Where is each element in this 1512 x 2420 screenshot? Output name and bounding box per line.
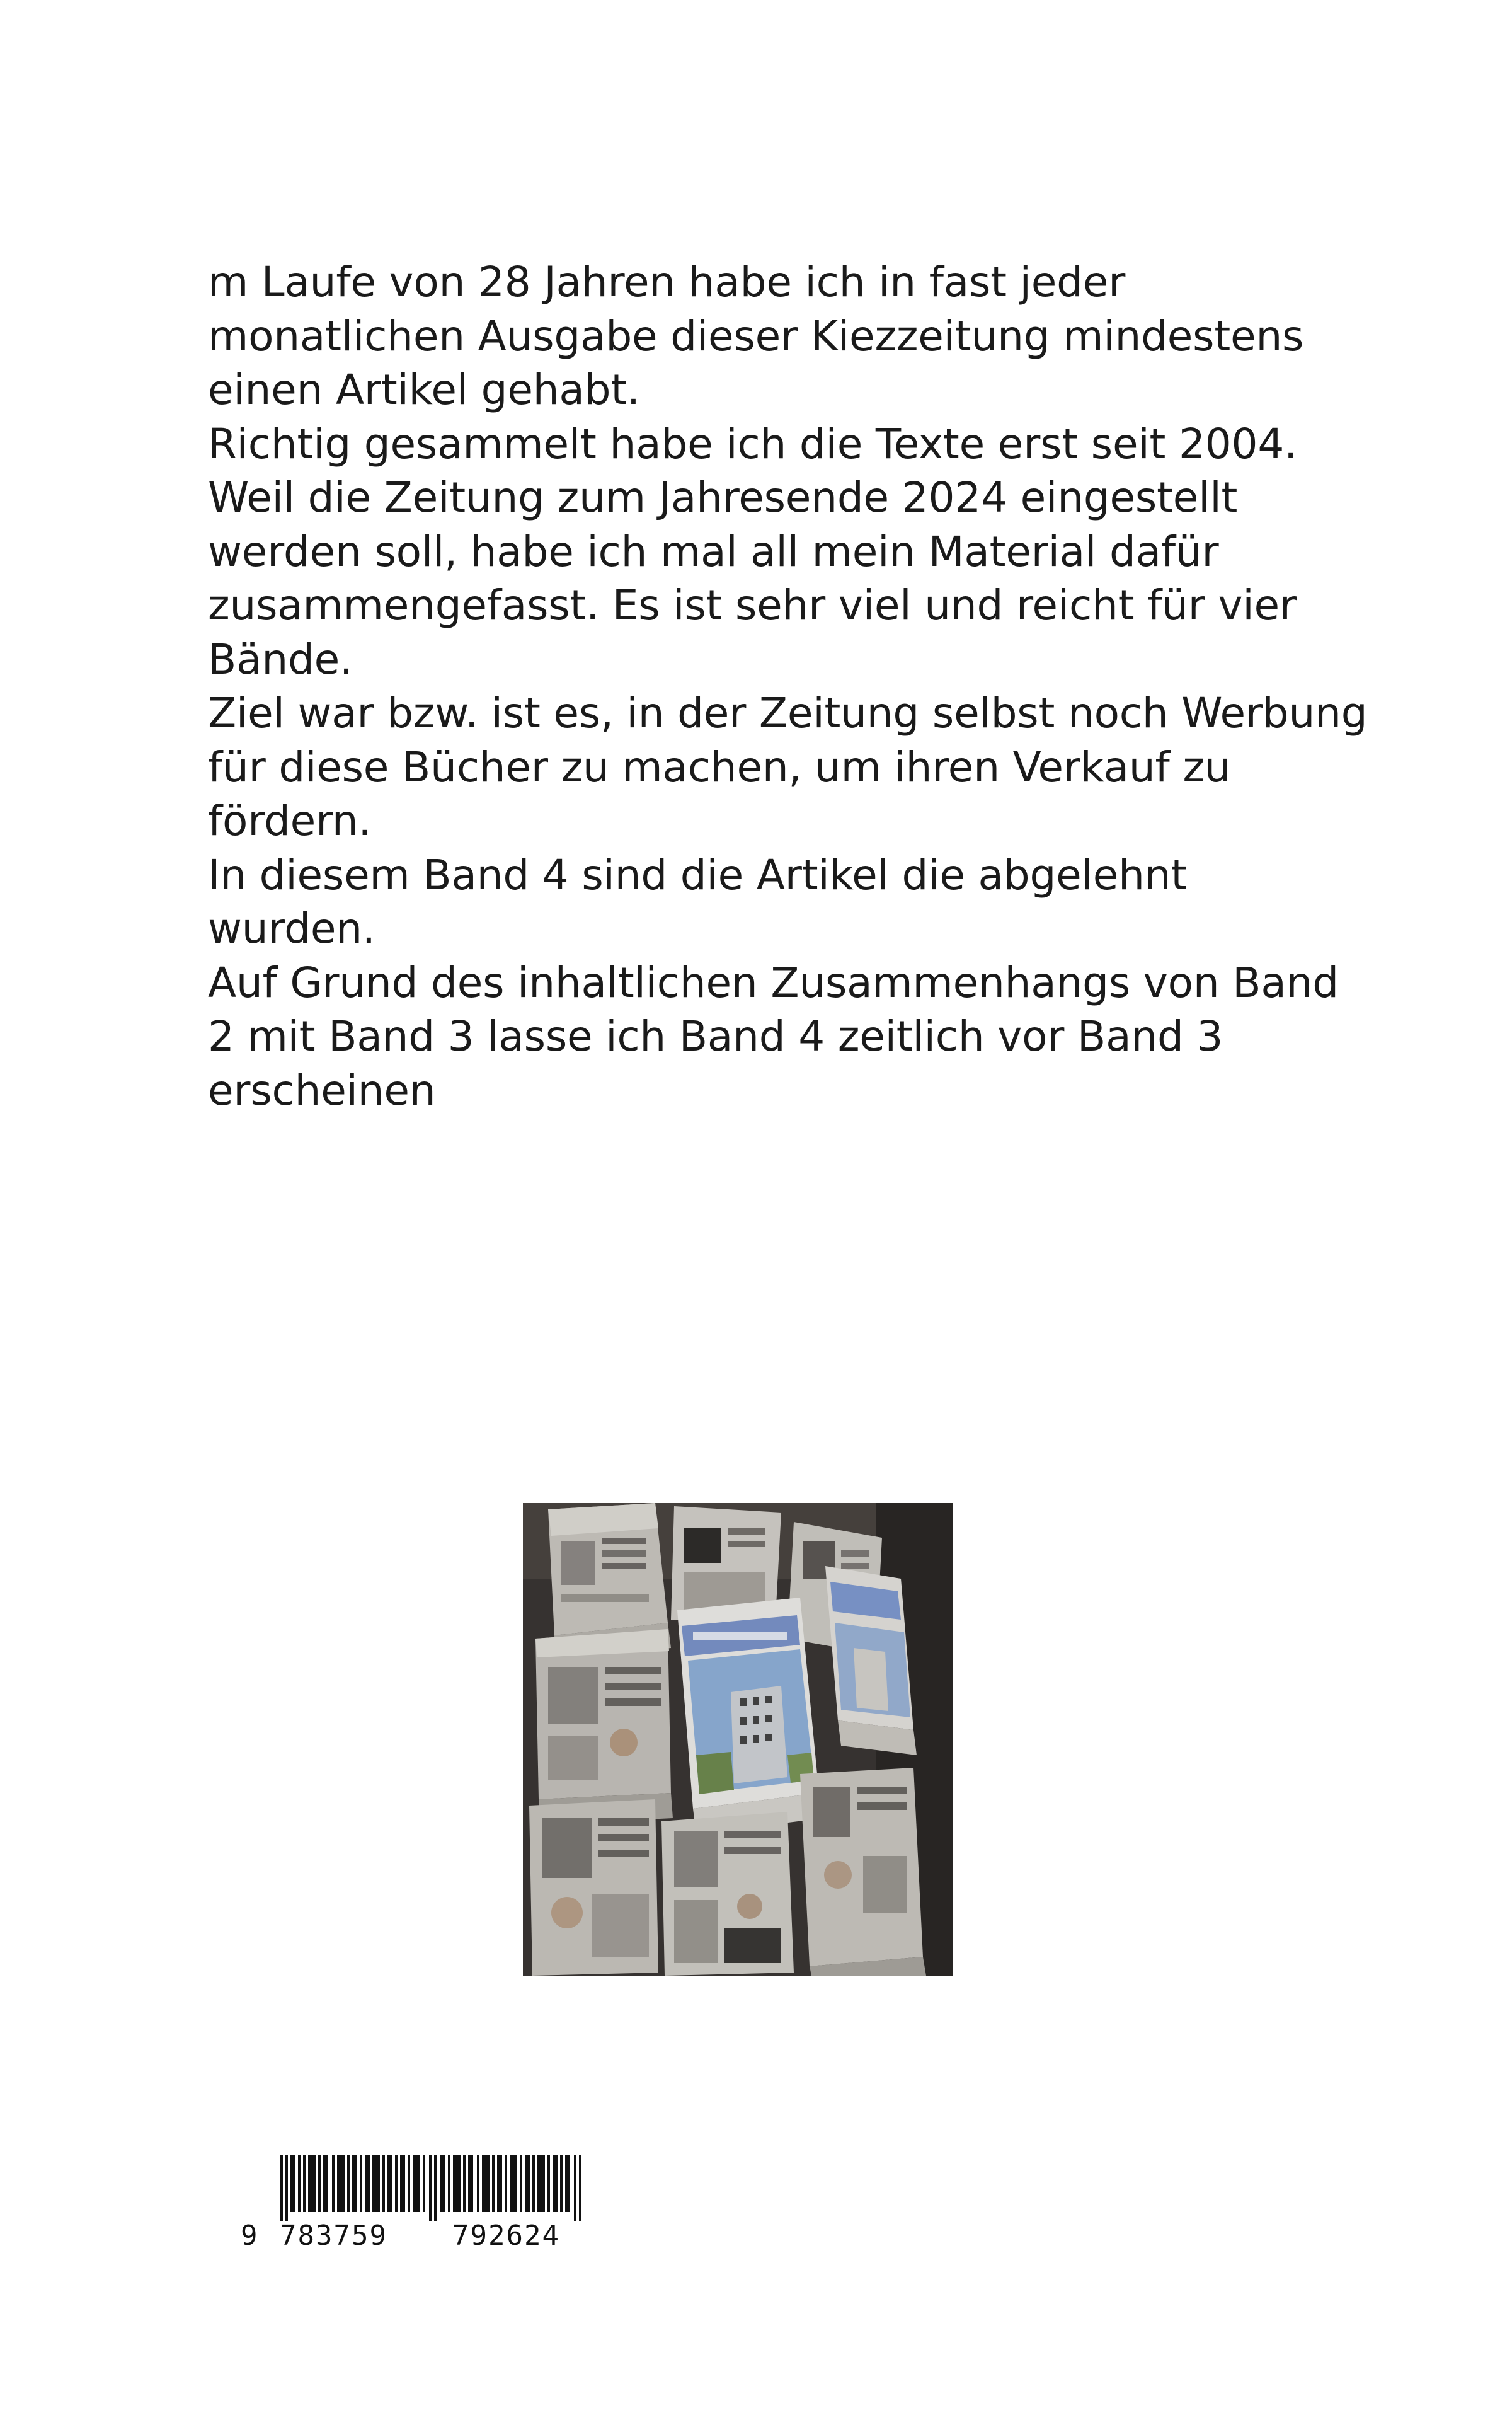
blurb-text <box>208 255 1368 1117</box>
blurb-line: In diesem Band 4 sind die Artikel die abgelehnt <box>208 850 1188 899</box>
isbn-digits-right: 792624 <box>452 2220 560 2252</box>
blurb-line: m Laufe von 28 Jahren habe ich in fast jeder <box>208 258 1126 306</box>
blurb-line: wurden. <box>208 904 375 953</box>
newspaper-stacks-photo <box>523 1503 953 1976</box>
isbn-digit-first: 9 <box>241 2220 258 2252</box>
blurb-line: für diese Bücher zu machen, um ihren Verkauf zu <box>208 742 1231 792</box>
blurb-line: 2 mit Band 3 lasse ich Band 4 zeitlich vor Band 3 <box>208 1012 1223 1061</box>
blurb-line: einen Artikel gehabt. <box>208 366 640 414</box>
blurb-line: monatlichen Ausgabe dieser Kiezzeitung mindestens <box>208 311 1304 360</box>
blurb-line: fördern. <box>208 797 372 845</box>
blurb-line: Weil die Zeitung zum Jahresende 2024 eingestellt <box>208 473 1238 522</box>
blurb-line: zusammengefasst. Es ist sehr viel und reicht für vier <box>208 581 1297 630</box>
blurb-line: Richtig gesammelt habe ich die Texte erst seit 2004. <box>208 419 1297 468</box>
blurb-line: Auf Grund des inhaltlichen Zusammenhangs von Band <box>208 958 1339 1007</box>
isbn-digits-left: 783759 <box>280 2220 387 2252</box>
blurb-line: werden soll, habe ich mal all mein Material dafür <box>208 527 1219 576</box>
blurb-line: erscheinen <box>208 1066 436 1115</box>
blurb-line: Ziel war bzw. ist es, in der Zeitung selbst noch Werbung <box>208 689 1368 737</box>
blurb-line: Bände. <box>208 635 353 684</box>
